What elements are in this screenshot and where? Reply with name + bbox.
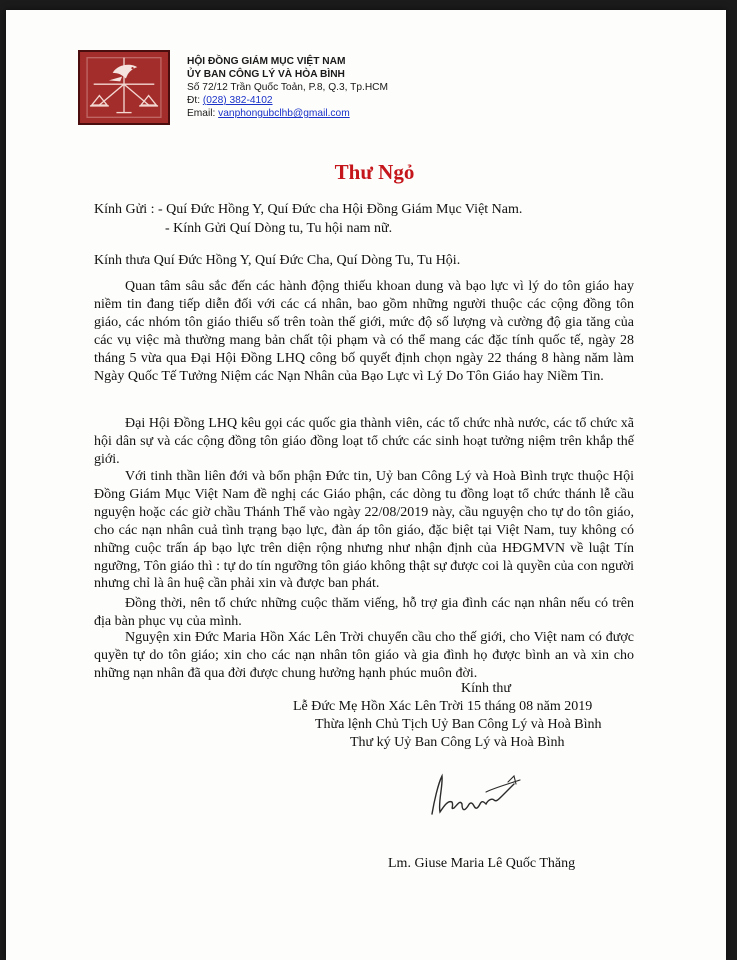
sign-line-authority: Thừa lệnh Chủ Tịch Uỷ Ban Công Lý và Hoà Bình <box>315 717 602 732</box>
salutation-line-1: Kính Gửi : - Quí Đức Hồng Y, Quí Đức cha Hội Đồng Giám Mục Việt Nam. <box>94 202 523 217</box>
org-line-1: HỘI ĐỒNG GIÁM MỤC VIỆT NAM <box>187 56 346 67</box>
salutation-line-2: - Kính Gửi Quí Dòng tu, Tu hội nam nữ. <box>165 221 393 236</box>
email-link[interactable]: vanphongubclhb@gmail.com <box>218 108 350 119</box>
paragraph-5: Nguyện xin Đức Maria Hồn Xác Lên Trời chuyển cầu cho thế giới, cho Việt nam có được quyền tự do tôn giáo; xin cho các nạn nhân tôn giáo và gia đình họ được bình an và xin cho những nạn nhân đã qua đời được chung hưởng hạnh phúc muôn đời. <box>94 630 634 681</box>
paragraph-3: Với tinh thần liên đới và bổn phận Đức tin, Uỷ ban Công Lý và Hoà Bình trực thuộc Hội Đồng Giám Mục Việt Nam đề nghị các Giáo phận, các dòng tu đồng loạt tổ chức thánh lễ cầu nguyện hoặc các giờ chầu Thánh Thể vào ngày 22/08/2019 này, cầu nguyện cho tự do tôn giáo, cho các nạn nhân cuả tình trạng bạo lực, đàn áp tôn giáo, đặc biệt tại Việt Nam, tuy không có những cuộc trấn áp bạo lực trên diện rộng nhưng như nhận định của HĐGMVN về luật Tín ngưỡng, Tôn giáo thì : tự do tín ngưỡng tôn giáo không thật sự được coi là quyền của con người nhưng chỉ là ân huệ cần phải xin và được ban phát. <box>94 469 634 592</box>
letter-page <box>6 10 726 960</box>
emblem-logo-icon <box>78 50 170 125</box>
sign-line-date: Lễ Đức Mẹ Hồn Xác Lên Trời 15 tháng 08 năm 2019 <box>293 699 593 714</box>
emblem-graphic <box>80 52 168 123</box>
org-email-row <box>187 107 388 120</box>
greeting: Kính thưa Quí Đức Hồng Y, Quí Đức Cha, Quí Dòng Tu, Tu Hội. <box>94 253 461 268</box>
phone-label: Đt: <box>187 95 203 106</box>
email-label: Email: <box>187 108 219 119</box>
letter-title: Thư Ngỏ <box>334 160 415 184</box>
org-line-2: ỦY BAN CÔNG LÝ VÀ HÒA BÌNH <box>187 69 345 80</box>
paragraph-2: Đại Hội Đồng LHQ kêu gọi các quốc gia thành viên, các tổ chức nhà nước, các tổ chức xã hội dân sự và các cộng đồng tôn giáo đồng loạt tổ chức các sinh hoạt tưởng niệm trên khắp thế giới. <box>94 416 634 467</box>
signer-name: Lm. Giuse Maria Lê Quốc Thăng <box>388 856 576 871</box>
sign-line-title: Thư ký Uỷ Ban Công Lý và Hoà Bình <box>350 735 565 750</box>
organization-header <box>187 55 388 120</box>
org-phone-row <box>187 94 388 107</box>
closing: Kính thư <box>461 681 511 696</box>
org-address: Số 72/12 Trần Quốc Toản, P.8, Q.3, Tp.HCM <box>187 82 389 93</box>
paragraph-4: Đồng thời, nên tổ chức những cuộc thăm viếng, hỗ trợ gia đình các nạn nhân nếu có trên địa bàn phục vụ của mình. <box>94 596 634 629</box>
handwritten-signature-icon <box>424 762 534 824</box>
paragraph-1: Quan tâm sâu sắc đến các hành động thiếu khoan dung và bạo lực vì lý do tôn giáo hay niềm tin đang tiếp diễn đối với các cá nhân, bao gồm những người thuộc các cộng đồng tôn giáo, các nhóm tôn giáo thiểu số trên toàn thế giới, mức độ số lượng và cường độ gia tăng của các vụ việc mà thường mang bản chất tội phạm và có thể mang các đặc tính quốc tế, ngày 28 tháng 5 vừa qua Đại Hội Đồng LHQ công bố quyết định chọn ngày 22 tháng 8 hàng năm làm Ngày Quốc Tế Tưởng Niệm các Nạn Nhân của Bạo Lực vì Lý Do Tôn Giáo hay Niềm Tin. <box>94 279 634 384</box>
phone-link[interactable]: (028) 382-4102 <box>202 95 273 106</box>
